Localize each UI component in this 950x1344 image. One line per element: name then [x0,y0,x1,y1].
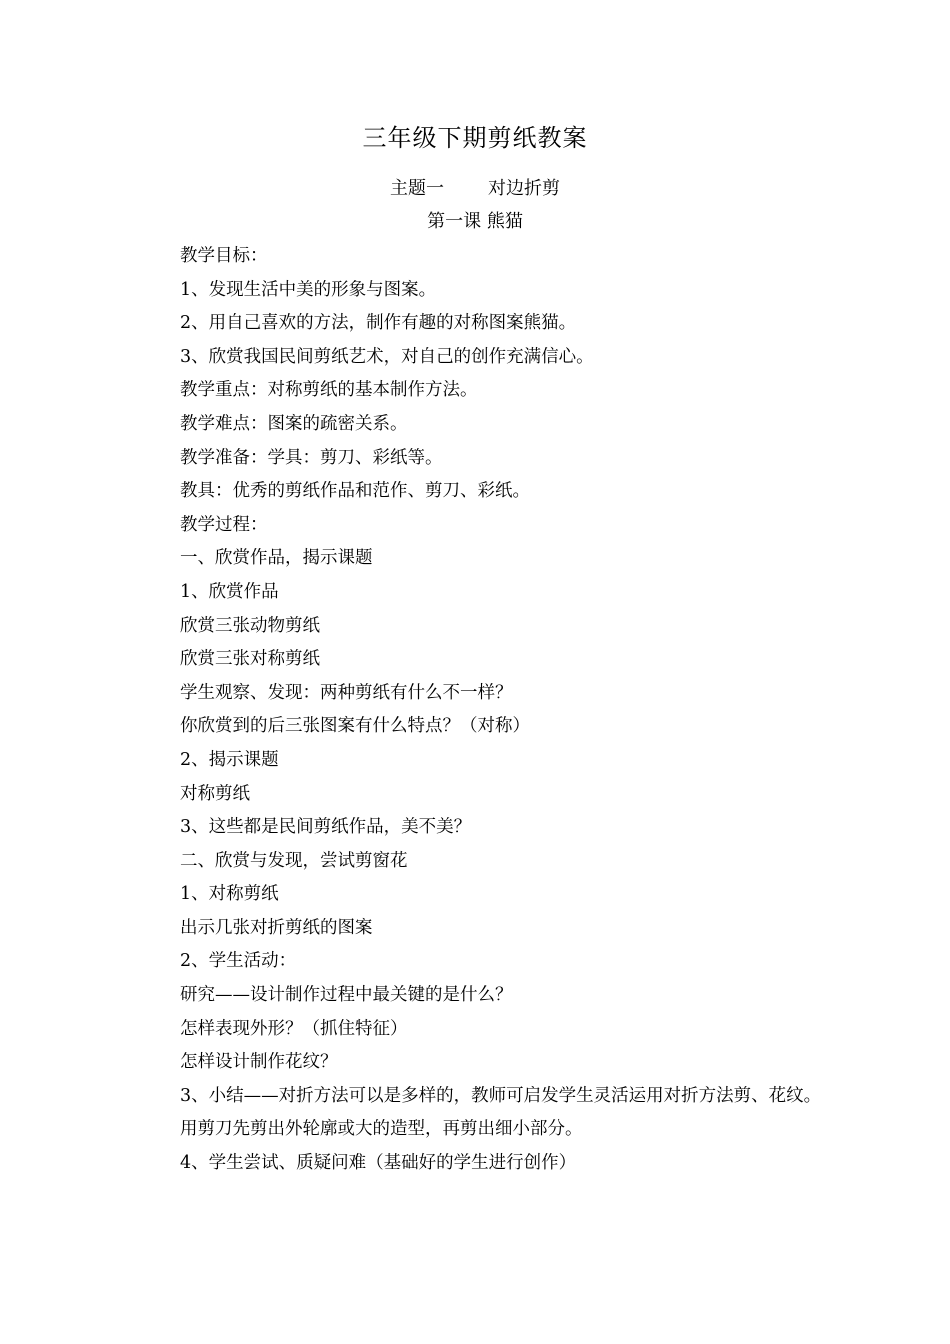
paragraph: 1、对称剪纸 [180,884,279,905]
paragraph: 一、欣赏作品，揭示课题 [180,548,373,569]
paragraph: 4、学生尝试、质疑问难（基础好的学生进行创作） [180,1153,577,1174]
paragraph: 1、发现生活中美的形象与图案。 [180,279,437,300]
paragraph: 教学准备：学具：剪刀、彩纸等。 [180,447,443,468]
paragraph: 学生观察、发现：两种剪纸有什么不一样？ [180,682,513,703]
document-body [143,240,823,1181]
paragraph: 教学难点：图案的疏密关系。 [180,413,408,434]
paragraph: 2、用自己喜欢的方法，制作有趣的对称图案熊猫。 [180,313,577,334]
paragraph: 3、欣赏我国民间剪纸艺术，对自己的创作充满信心。 [180,346,594,367]
paragraph: 你欣赏到的后三张图案有什么特点？（对称） [180,716,530,737]
paragraph: 研究——设计制作过程中最关键的是什么？ [180,985,513,1006]
paragraph: 怎样设计制作花纹？ [180,1052,338,1073]
paragraph: 教学目标： [180,246,268,266]
paragraph: 1、欣赏作品 [180,581,279,602]
theme-label: 主题一 [390,178,444,199]
paragraph: 3、小结——对折方法可以是多样的，教师可启发学生灵活运用对折方法剪、花纹。 [180,1085,822,1106]
paragraph: 教学重点：对称剪纸的基本制作方法。 [180,380,478,401]
paragraph: 2、学生活动： [180,951,297,972]
theme-name: 对边折剪 [488,178,560,199]
paragraph: 欣赏三张动物剪纸 [180,615,320,636]
paragraph: 教学过程： [180,514,268,535]
paragraph: 二、欣赏与发现，尝试剪窗花 [180,850,408,871]
paragraph: 3、这些都是民间剪纸作品，美不美？ [180,817,472,838]
paragraph: 怎样表现外形？（抓住特征） [180,1018,408,1039]
theme-heading [0,174,950,200]
paragraph: 对称剪纸 [180,783,250,804]
document-title: 三年级下期剪纸教案 [362,124,588,152]
paragraph: 用剪刀先剪出外轮廓或大的造型，再剪出细小部分。 [180,1119,583,1140]
paragraph: 欣赏三张对称剪纸 [180,649,320,670]
paragraph: 出示几张对折剪纸的图案 [180,917,373,938]
paragraph: 教具：优秀的剪纸作品和范作、剪刀、彩纸。 [180,481,530,502]
paragraph: 2、揭示课题 [180,749,279,770]
lesson-heading: 第一课 熊猫 [427,211,523,232]
